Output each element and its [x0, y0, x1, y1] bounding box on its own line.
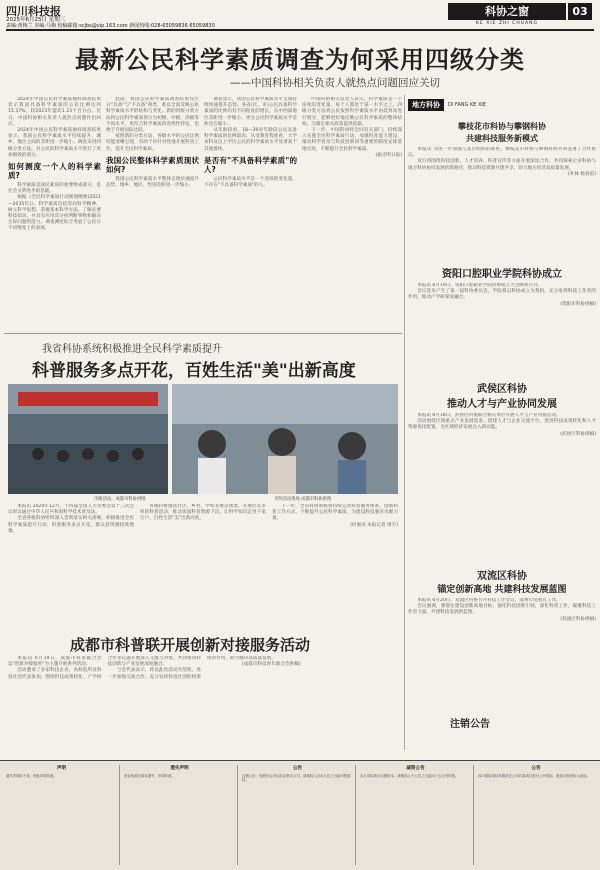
photo-feature [4, 333, 402, 631]
ad-body: 注销公告：经股东会决议拟注销本公司，请债权人自本公告之日起申报债权。 [242, 773, 351, 783]
ad-body: 遗失声明若干条，特此声明作废。 [6, 773, 57, 778]
feature-column-1: 本报讯 2024年12月，十四届全国人大常委会第十三次会议审议通过中华人民共和国科学技术普及法。 全省各级科协组织深入贯彻落实相关部署，积极推进全民科学素质提升行动，科普服务多点开花，群众获得感持续增强。 [8, 504, 134, 534]
ad-title: 公告 [292, 766, 303, 771]
ad-title: 减资公告 [406, 766, 425, 771]
story4-credit: (双流区科协供稿) [560, 616, 596, 622]
bottom-article: 本报讯 6月19日，成都市科普联合会以"创新对接服务"为主题开展系列活动。 活动邀请了多家科技企业、高校院所及科技社团代表参加，围绕科技成果转化、产学研合作等议题开展深入交流与对接，共同推动科技创新与产业发展深度融合。 与会代表表示，将以此次活动为契机，进一步加强交流合作，充分发挥科技社团的桥梁纽带作用，助力城市高质量发展。 (成都市科技青年联合会供稿) [8, 656, 301, 680]
story1-para: 本报讯 为进一步加强与基层组织的联系，攀枝花市科协与攀钢科协共同签署了合作协议。 [408, 147, 596, 159]
article-para-2: 我国公民科学素质水平整体呈现快速提升态势，城乡、地区、性别差距进一步缩小。 [106, 176, 199, 189]
ad-cell [240, 765, 356, 865]
story1-body: 本报讯 为进一步加强与基层组织的联系，攀枝花市科协与攀钢科协共同签署了合作协议。 双方将围绕科技创新、人才培养、科普宣传等方面开展深度合作，共同探索企业科协与地方科协协同发展的新路径，推动科技资源共建共享，助力地方经济高质量发展。 (叶林 杨春雷) [408, 147, 596, 177]
story3-para: 本报讯 6月18日，武侯区科协联合相关单位开展人才与产业对接活动。 [417, 413, 561, 418]
article-column-1: 2024年中国公民科学素质抽样调查结果显示我国具备科学素质的公民比例达到15.37%，较2023年提高1.23个百分点。近日，中国科协相关负责人就热点问题作出回应。 2024年中国公民科学素质抽样调查结果显示，我国公民科学素质水平持续提升，城乡、地区之间的差距进一步缩小。调查采用四级分类方法，对公民的科学素质水平进行了更加细致的划分。 如何测度一个人的科学素质? 科学素质是国民素质的重要组成部分，是社会文明进步的基础。 根据《全民科学素质行动规划纲要(2021—2035年)》，科学素质包括崇尚科学精神、树立科学思想、掌握基本科学方法、了解必要科技知识，并具有应用其分析判断事物和解决实际问题的能力。调查测度综合考虑了公民在不同维度上的表现。 [8, 97, 101, 232]
ad-cell [4, 765, 120, 865]
story2-credit: (资阳市科协供稿) [560, 301, 596, 307]
masthead [0, 0, 600, 30]
story2-title: 资阳口腔职业学院科协成立 [442, 269, 562, 280]
bottom-headline: 成都市科普联开展创新对接服务活动 [70, 636, 311, 654]
local-news-sidebar [408, 95, 596, 750]
story4-title-line1: 双流区科协 [477, 571, 527, 582]
event-photo-right-image [172, 384, 398, 494]
article-credit: (据光明日报) [375, 152, 402, 158]
ad-cell [358, 765, 474, 865]
photo-caption-right: 光明活动现场 成都市科协供图 [274, 497, 332, 502]
ad-cell [122, 765, 238, 865]
newspaper-logo: 四川科技报 [6, 5, 61, 18]
ad-body: 本公司拟减少注册资本，请债权人于公告之日起四十五日内申报。 [360, 773, 459, 778]
ad-title: 遗失声明 [170, 766, 189, 771]
bottom-credit: (成都市科技青年联合会供稿) [241, 662, 301, 668]
notice-heading: 注销公告 [450, 719, 490, 730]
question-heading-3: 是否有"不具备科学素质"的人? [204, 155, 297, 174]
story2-body: 本报讯 6月19日，资阳口腔职业学院科协成立大会顺利召开。 会议选举产生了第一届科协委员会，学院将以科协成立为契机，充分发挥科技工作者的作用，推动产学研深度融合。 (资阳市科协供稿) [408, 283, 596, 307]
story4-title-line2: 锚定创新高地 共建科技发展蓝图 [437, 585, 567, 595]
story3-credit: (武侯区科协供稿) [560, 431, 596, 437]
story1-title-line1: 攀枝花市科协与攀钢科协 [458, 122, 546, 131]
page-number: 03 [568, 3, 592, 20]
section-banner [444, 3, 594, 27]
story1-title-line2: 共建科技服务新模式 [466, 134, 538, 143]
feature-kicker: 我省科协系统积极推进全民科学素质提升 [42, 344, 222, 355]
photo-caption-left: 市级活动。成都市科协供图 [94, 497, 146, 502]
article-para-3: 公民科学素质水平是一个连续的变化量，不存在"不具备科学素质"的人。 [204, 176, 297, 189]
classified-ads-strip [0, 760, 600, 870]
sidebar-tag [408, 99, 486, 111]
article-lead: 2024年中国公民科学素质抽样调查结果显示我国具备科学素质的公民比例达到15.37%，较2023年提高1.23个百分点。近日，中国科协相关负责人就热点问题作出回应。 [8, 97, 101, 127]
sidebar-tag-label: 地方科协 [408, 99, 444, 111]
article-para-1: 科学素质是国民素质的重要组成部分，是社会文明进步的基础。 [8, 183, 101, 195]
article-column-2: 此前，我国公民科学素质调查结果仅区分"具备"与"不具备"两类，难以全面反映公民科学素质水平的结构与变化。新的四级分类方法将公民科学素质划分为初级、中级、高级等不同水平，更符合科学素质的连续性特征，也便于开展国际比较。 按照新的分类方法，各级水平的公民比例均能清晰呈现，有助于有针对性地开展科普工作，提升全民科学素质。 我国公民整体科学素质现状如何? 我国公民科学素质水平整体呈现快速提升态势，城乡、地区、性别差距进一步缩小。 [106, 97, 199, 189]
ad-body: 营业执照正副本遗失，声明作废。 [124, 773, 175, 778]
story3-body: 本报讯 6月18日，武侯区科协联合相关单位开展人才与产业对接活动。 活动围绕区域重点产业发展需求，搭建人才与企业交流平台，促进科技成果转化和人才资源优化配置，为区域经济发展注入新动能。 (武侯区科协供稿) [408, 413, 596, 437]
masthead-rule [6, 29, 594, 31]
ad-title: 声明 [56, 766, 67, 771]
editor-info: 责编:黄梅兰 美编:马梅 校稿邮箱:scjbs@vip.163.com 新闻热线:028-65059836 65059830 [6, 23, 215, 29]
section-pinyin: KE XIE ZHI CHUANG [476, 21, 538, 26]
section-name: 科协之窗 [448, 3, 566, 20]
sidebar-tag-pinyin: DI FANG KE XIE [448, 102, 487, 108]
feature-title: 科普服务多点开花，百姓生活"美"出新高度 [32, 361, 356, 381]
story4-para: 本报讯 6月20日，双流区科协召开科技工作会议，部署年度重点工作。 [417, 598, 561, 603]
article-column-3: 调查显示，我国公民科学素质水平呈现持续快速提升态势。各省(区、市)公民具备科学素质的比例均有不同程度的增长，东中西部地区差距进一步缩小。男女公民科学素质水平差距也在缩小。 从年龄段看，18—39岁年龄段公民具备科学素质的比例最高；从受教育程度看，大学本科及以上学历公民的科学素质水平显著高于其他群体。 是否有"不具备科学素质"的人? 公民科学素质水平是一个连续的变化量，不存在"不具备科学素质"的人。 [204, 97, 297, 189]
story3-title-line2: 推动人才与产业协同发展 [447, 399, 557, 410]
article-column-4: 中国科协相关负责人表示，科学素质是一个连续的变化量，每个人都处于某一水平之上。四级分类方法将公民按照科学素质水平由低到高进行划分，能够更好地反映公民科学素质的整体结构，为制定相关政策提供依据。 下一步，中国科协将会同有关部门，持续深入实施全民科学素质行动，加强科普能力建设，推动科学普及与科技创新同等重要的制度安排落地见效，不断提升全民科学素质。 (据光明日报) [302, 97, 402, 158]
main-headline: 最新公民科学素质调查为何采用四级分类 [75, 45, 525, 74]
feature-column-3: 下一步，全省科协系统将持续完善科普服务体系，创新科普工作方式，不断提升公民科学素质，为建设科技强省贡献力量。 (何俊涛 本报记者 周宇) [272, 504, 398, 528]
bottom-para: 本报讯 6月19日，成都市科普联合会以"创新对接服务"为主题开展系列活动。 [8, 656, 102, 668]
feature-credit: (何俊涛 本报记者 周宇) [350, 522, 398, 528]
question-heading-2: 我国公民整体科学素质现状如何? [106, 155, 199, 174]
event-photo-right [172, 384, 398, 494]
issue-date: 2025年6月25日 星期三 [6, 17, 66, 23]
main-subhead: ——中国科协相关负责人就热点问题回应关切 [230, 77, 440, 89]
feature-para: 本报讯 2024年12月，十四届全国人大常委会第十三次会议审议通过中华人民共和国科学技术普及法。 [8, 504, 134, 516]
story1-credit: (叶林 杨春雷) [567, 171, 596, 177]
question-heading-1: 如何测度一个人的科学素质? [8, 162, 101, 181]
story3-title-line1: 武侯区科协 [477, 384, 527, 395]
story4-body: 本报讯 6月20日，双流区科协召开科技工作会议，部署年度重点工作。 会议强调，要锚定建设创新高地目标，强化科技创新引领，深化科普工作，凝聚科技工作者力量，共建科技发展新蓝图。 (双流区科协供稿) [408, 598, 596, 622]
ad-cell [476, 765, 596, 865]
ad-body: 四川国际招标有限责任公司对某项目进行公开招标，欢迎合格投标人参加。 [478, 773, 590, 778]
feature-column-2: 各地科协围绕社区、乡村、学校等重点场景，开展形式多样的科普活动，推动优质科普资源下沉，让科学知识走进千家万户，百姓生活"美"出新高度。 [140, 504, 266, 522]
event-photo-left-image [8, 384, 168, 494]
story2-para: 本报讯 6月19日，资阳口腔职业学院科协成立大会顺利召开。 [417, 283, 543, 288]
event-photo-left [8, 384, 168, 494]
column-divider [404, 95, 405, 750]
ad-title: 公告 [531, 766, 541, 771]
